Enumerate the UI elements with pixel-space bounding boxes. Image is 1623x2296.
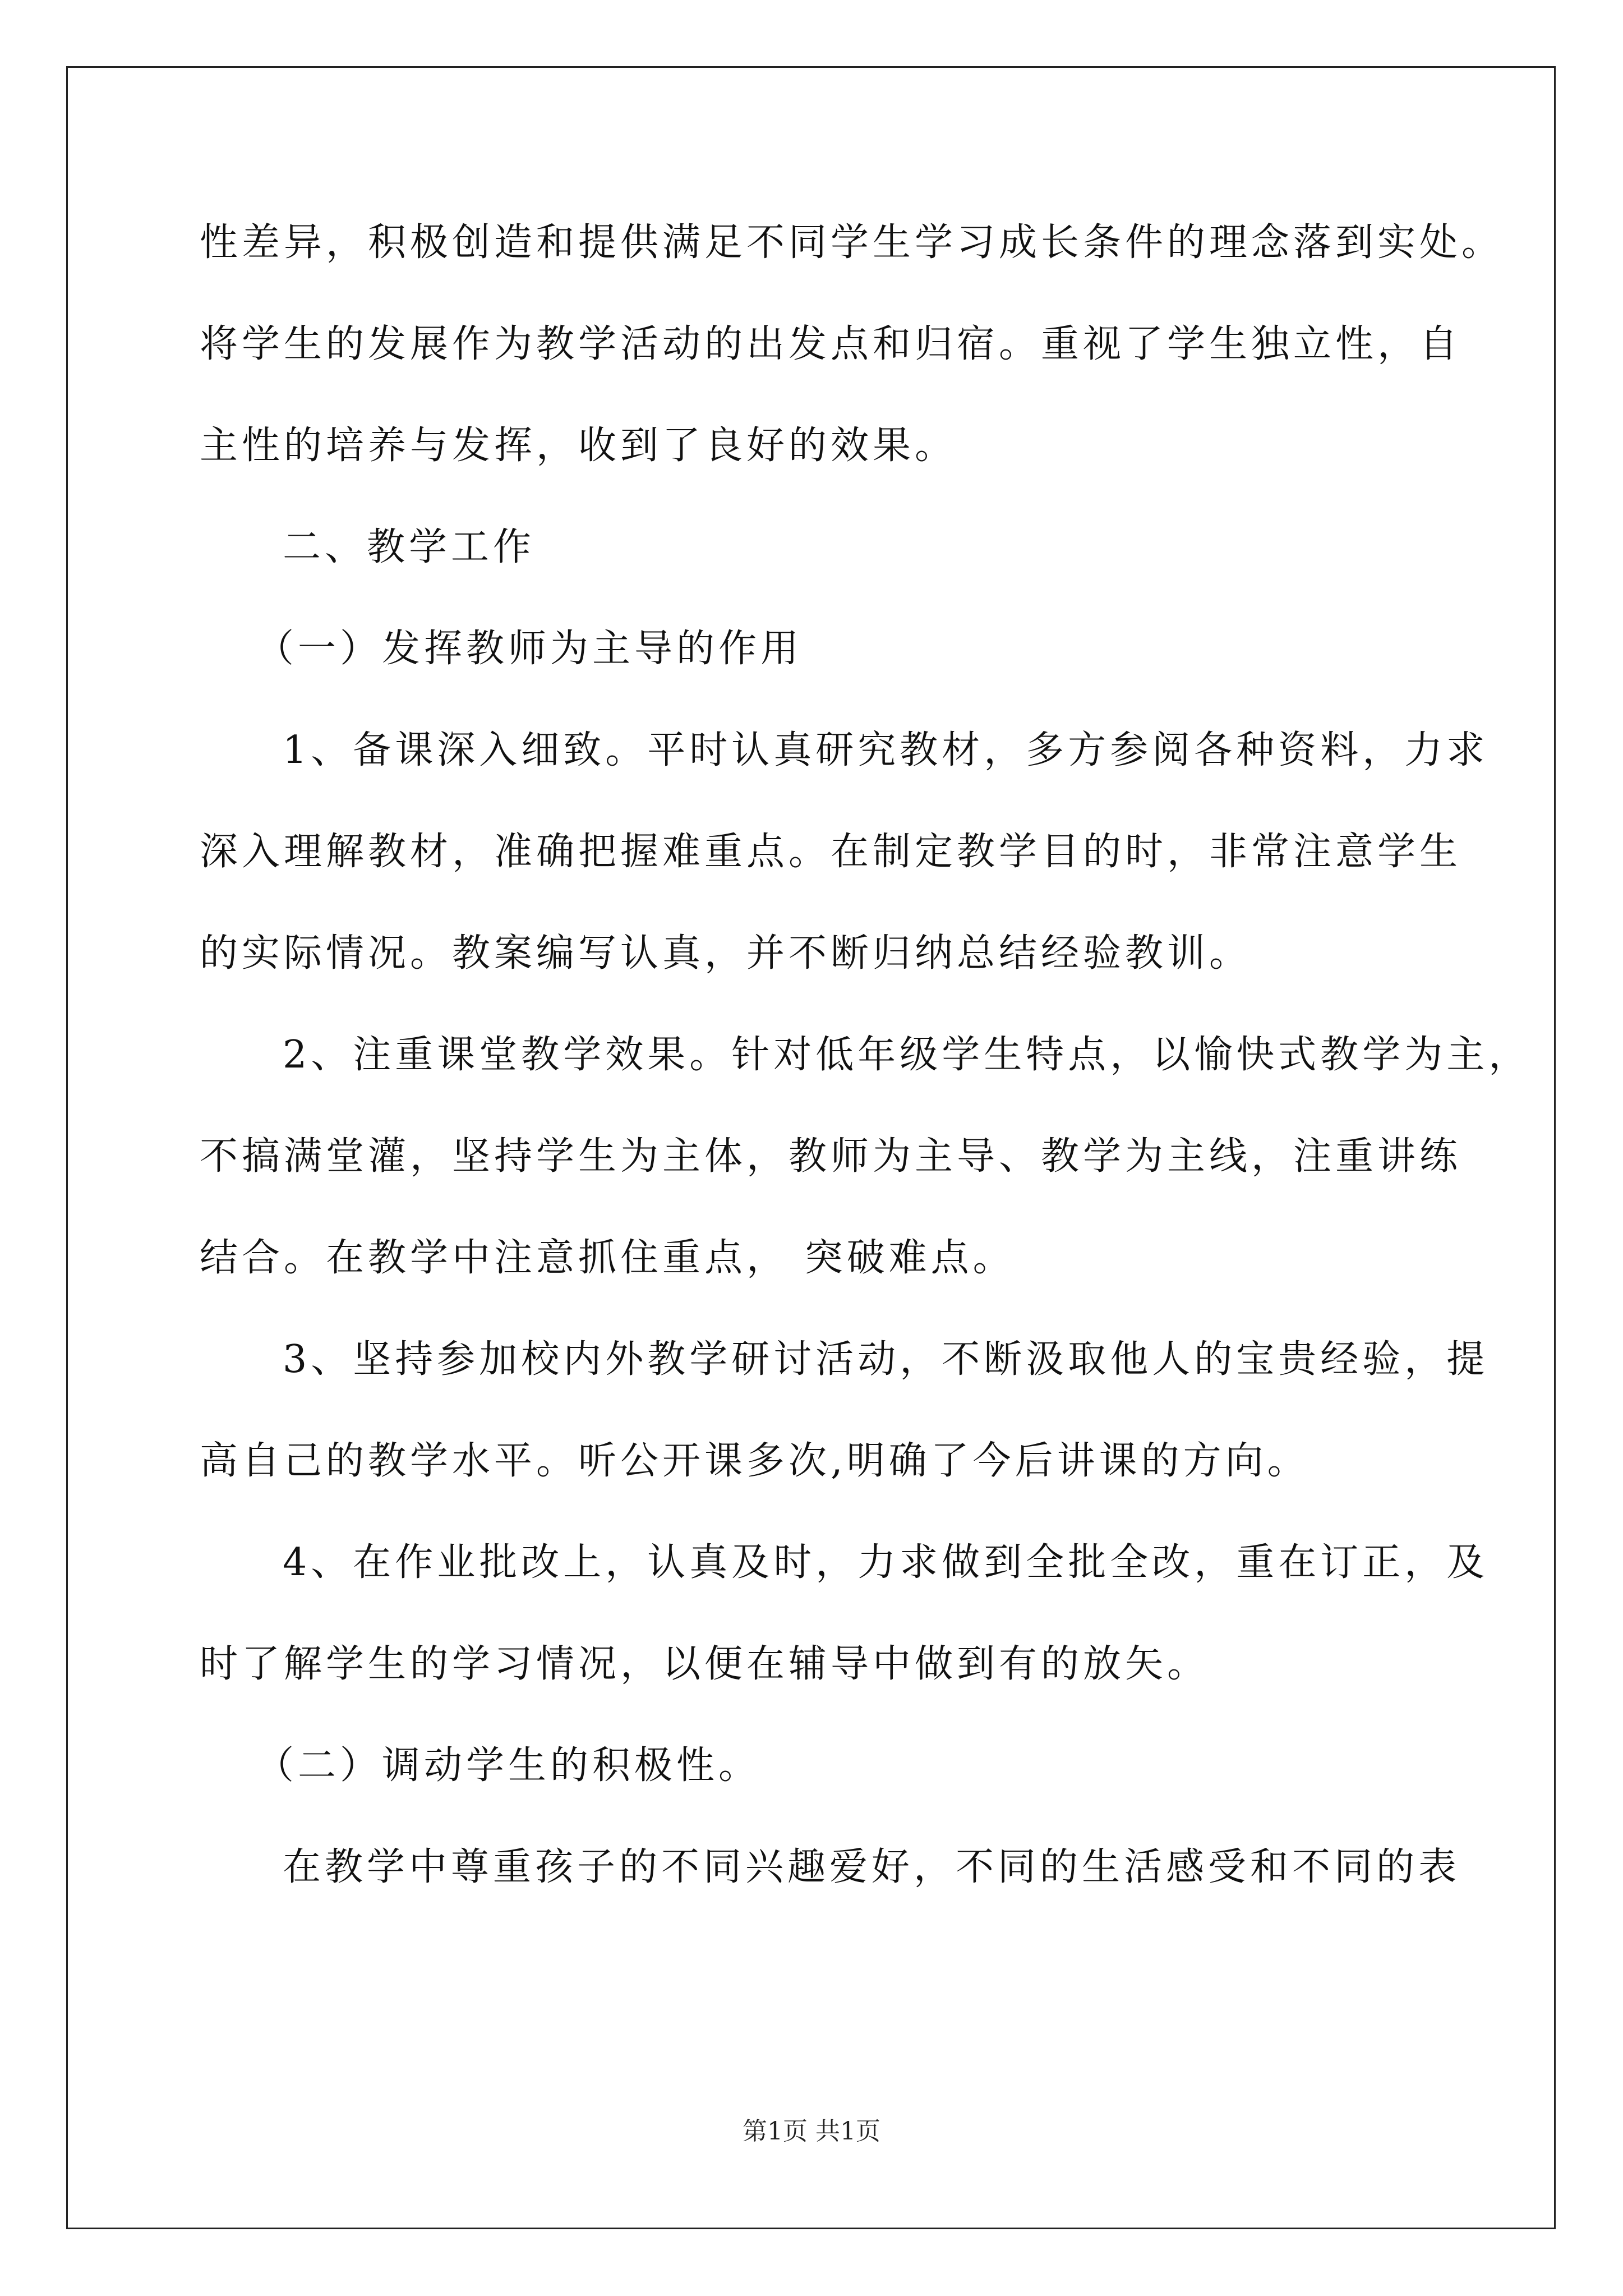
subsection-heading: （二）调动学生的积极性。 — [256, 1743, 761, 1788]
subsection-heading: （一）发挥教师为主导的作用 — [256, 627, 803, 671]
text-line: 高自己的教学水平。听公开课多次,明确了今后讲课的方向。 — [200, 1439, 1310, 1483]
text-line: 2、注重课堂教学效果。针对低年级学生特点，以愉快式教学为主， — [283, 1033, 1531, 1077]
text-line: 深入理解教材，准确把握难重点。在制定教学目的时，非常注意学生 — [200, 830, 1462, 874]
text-line: 时了解学生的学习情况，以便在辅导中做到有的放矢。 — [200, 1642, 1210, 1686]
text-line: 3、坚持参加校内外教学研讨活动，不断汲取他人的宝贵经验，提 — [283, 1337, 1489, 1382]
text-line: 1、备课深入细致。平时认真研究教材，多方参阅各种资料，力求 — [283, 728, 1489, 772]
text-line: 不搞满堂灌，坚持学生为主体，教师为主导、教学为主线，注重讲练 — [200, 1134, 1462, 1179]
text-line: 结合。在教学中注意抓住重点， 突破难点。 — [200, 1236, 1015, 1280]
section-heading: 二、教学工作 — [283, 525, 536, 569]
text-line: 在教学中尊重孩子的不同兴趣爱好，不同的生活感受和不同的表 — [283, 1845, 1461, 1889]
text-line: 4、在作业批改上，认真及时，力求做到全批全改，重在订正，及 — [283, 1540, 1489, 1585]
text-line: 的实际情况。教案编写认真，并不断归纳总结经验教训。 — [200, 931, 1252, 976]
page-footer: 第1页 共1页 — [743, 2117, 880, 2146]
text-line: 性差异，积极创造和提供满足不同学生学习成长条件的理念落到实处。 — [200, 220, 1504, 265]
text-line: 主性的培养与发挥，收到了良好的效果。 — [200, 424, 957, 468]
text-line: 将学生的发展作为教学活动的出发点和归宿。重视了学生独立性，自 — [200, 322, 1462, 366]
